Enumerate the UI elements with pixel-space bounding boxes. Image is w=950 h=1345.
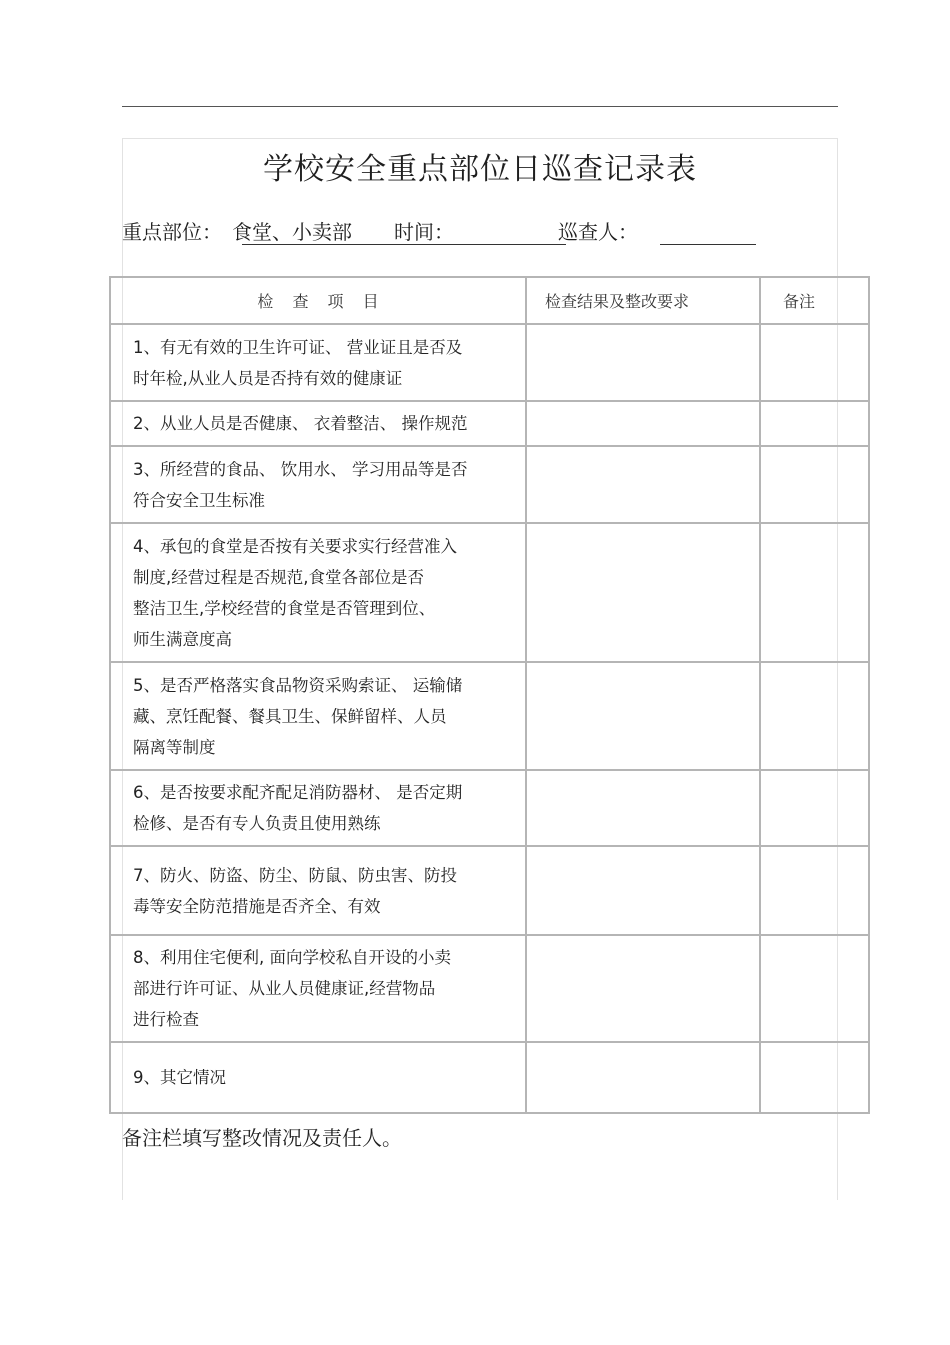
table-row: [110, 1042, 869, 1113]
result-cell-9[interactable]: [526, 1042, 760, 1113]
time-label: 时间：: [394, 220, 454, 244]
remark-cell-2[interactable]: [760, 401, 869, 446]
header-remarks: 备注: [760, 277, 869, 324]
check-item-2: 2、从业人员是否健康、 衣着整洁、 操作规范: [110, 401, 526, 446]
table-row: [110, 662, 869, 770]
check-item-7: 7、防火、防盗、防尘、防鼠、防虫害、防投 毒等安全防范措施是否齐全、有效: [110, 846, 526, 935]
top-rule: [122, 106, 838, 107]
result-cell-6[interactable]: [526, 770, 760, 846]
result-cell-1[interactable]: [526, 324, 760, 401]
remark-cell-3[interactable]: [760, 446, 869, 523]
location-value[interactable]: 食堂、小卖部: [232, 220, 352, 244]
table-row: [110, 935, 869, 1042]
remark-cell-8[interactable]: [760, 935, 869, 1042]
result-cell-5[interactable]: [526, 662, 760, 770]
check-item-9: 9、其它情况: [110, 1042, 526, 1113]
table-row: [110, 324, 869, 401]
location-label: 重点部位：: [122, 220, 222, 244]
form-meta: [122, 216, 838, 250]
remark-cell-9[interactable]: [760, 1042, 869, 1113]
remark-cell-1[interactable]: [760, 324, 869, 401]
result-cell-3[interactable]: [526, 446, 760, 523]
result-cell-7[interactable]: [526, 846, 760, 935]
inspector-label: 巡查人：: [558, 220, 638, 244]
check-item-4: 4、承包的食堂是否按有关要求实行经营准入 制度,经营过程是否规范,食堂各部位是否 整洁卫生,学校经营的食堂是否管理到位、 师生满意度高: [110, 523, 526, 662]
table-row: [110, 846, 869, 935]
table-row: [110, 446, 869, 523]
table-row: [110, 523, 869, 662]
check-item-3: 3、所经营的食品、 饮用水、 学习用品等是否 符合安全卫生标准: [110, 446, 526, 523]
inspector-underline: [660, 244, 756, 245]
table-row: [110, 401, 869, 446]
result-cell-4[interactable]: [526, 523, 760, 662]
check-item-1: 1、有无有效的卫生许可证、 营业证且是否及 时年检,从业人员是否持有效的健康证: [110, 324, 526, 401]
header-check-results: 检查结果及整改要求: [526, 277, 760, 324]
result-cell-2[interactable]: [526, 401, 760, 446]
footnote: 备注栏填写整改情况及责任人。: [122, 1126, 402, 1150]
remark-cell-4[interactable]: [760, 523, 869, 662]
remark-cell-7[interactable]: [760, 846, 869, 935]
inspection-table: [109, 276, 870, 1114]
remark-cell-5[interactable]: [760, 662, 869, 770]
check-item-5: 5、是否严格落实食品物资采购索证、 运输储 藏、烹饪配餐、餐具卫生、保鲜留样、人员 隔离等制度: [110, 662, 526, 770]
remark-cell-6[interactable]: [760, 770, 869, 846]
table-header-row: [110, 277, 869, 324]
header-check-items: 检 查 项 目: [110, 277, 526, 324]
table-row: [110, 770, 869, 846]
page-title: 学校安全重点部位日巡查记录表: [263, 152, 697, 187]
check-item-8: 8、利用住宅便利, 面向学校私自开设的小卖 部进行许可证、从业人员健康证,经营物品 进行检查: [110, 935, 526, 1042]
check-item-6: 6、是否按要求配齐配足消防器材、 是否定期 检修、是否有专人负责且使用熟练: [110, 770, 526, 846]
result-cell-8[interactable]: [526, 935, 760, 1042]
time-underline: [470, 244, 566, 245]
frame-top-line: [122, 138, 838, 139]
